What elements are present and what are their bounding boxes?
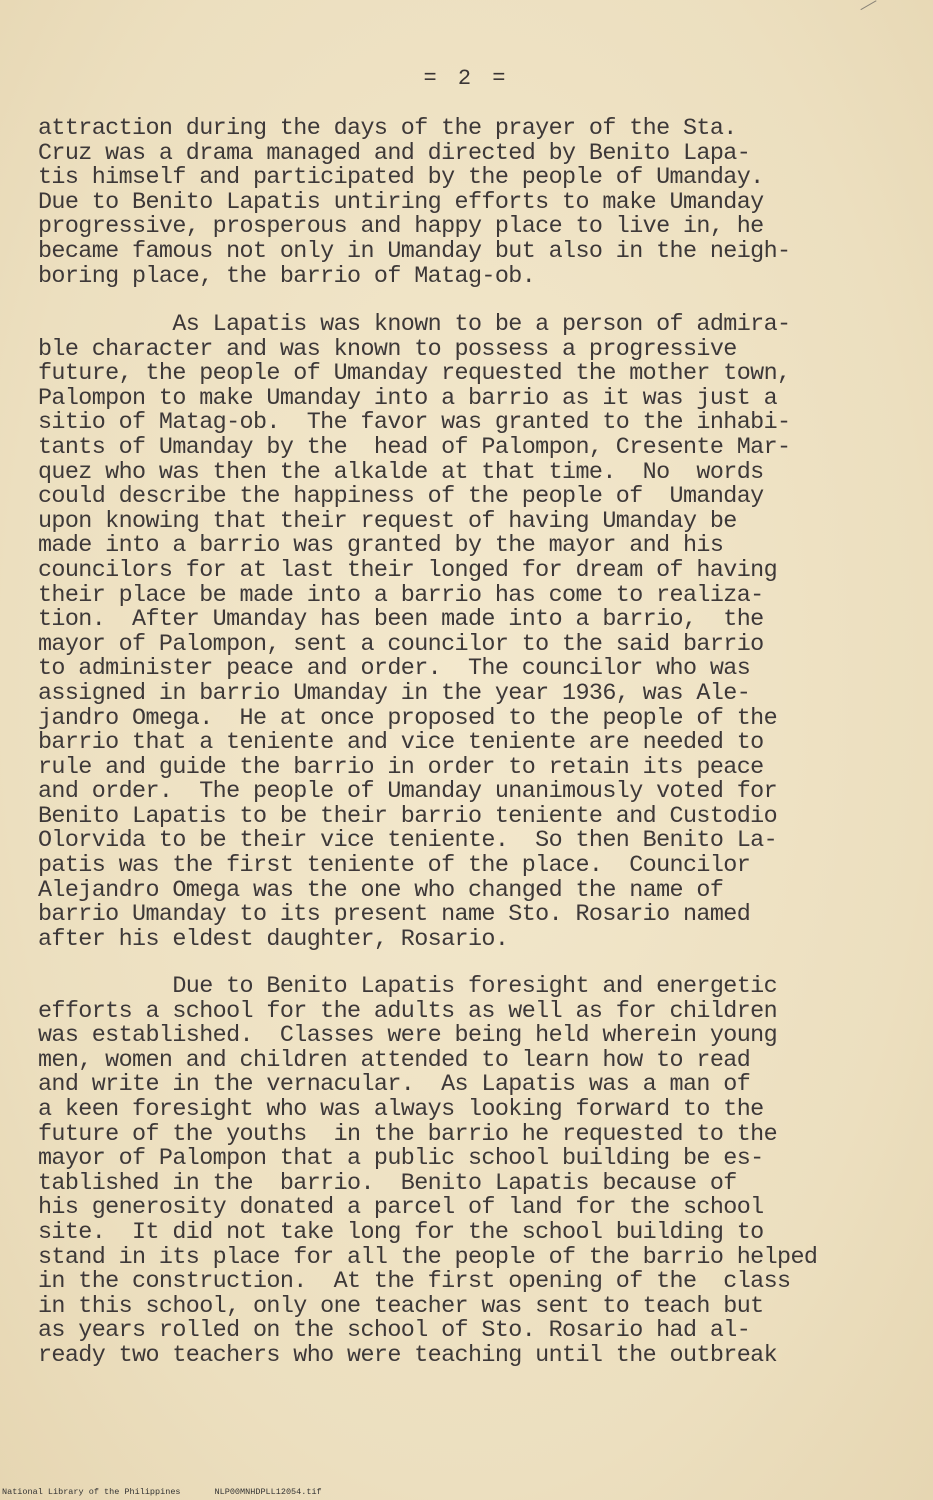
paragraph-3: Due to Benito Lapatis foresight and energetic efforts a school for the adults as well as for children was established. Classes were being held wherein young men, women and children attended to learn how to read and write in the vernacular. As Lapatis was a man of a keen foresight who was always looking forward to the future of the youths in the barrio he requested to the mayor of Palompon that a public school building be es- tablished in the barrio. Benito Lapatis because of his generosity donated a parcel of land for the school site. It did not take long for the school building to stand in its place for all the people of the barrio helped in the construction. At the first opening of the class in this school, only one teacher was sent to teach but as years rolled on the school of Sto. Rosario had al- ready two teachers who were teaching until the outbreak	[38, 974, 818, 1369]
paragraph-2: As Lapatis was known to be a person of admira- ble character and was known to possess a progressive future, the people of Umanday requested the mother town, Palompon to make Umanday into a barrio as it was just a sitio of Matag-ob. The favor was granted to the inhabi- tants of Umanday by the head of Palompon, Cresente Mar- quez who was then the alkalde at that time. No words could describe the happiness of the people of Umanday upon knowing that their request of having Umanday be made into a barrio was granted by the mayor and his councilors for at last their longed for dream of having their place be made into a barrio has come to realiza- tion. After Umanday has been made into a barrio, the mayor of Palompon, sent a councilor to the said barrio to administer peace and order. The councilor who was assigned in barrio Umanday in the year 1936, was Ale- jandro Omega. He at once proposed to the people of the barrio that a teniente and vice teniente are needed to rule and guide the barrio in order to retain its peace and order. The people of Umanday unanimously voted for Benito Lapatis to be their barrio teniente and Custodio Olorvida to be their vice teniente. So then Benito La- patis was the first teniente of the place. Councilor Alejandro Omega was the one who changed the name of barrio Umanday to its present name Sto. Rosario named after his eldest daughter, Rosario.	[38, 312, 791, 953]
scan-footer	[0, 1487, 933, 1497]
paragraph-1: attraction during the days of the prayer of the Sta. Cruz was a drama managed and directed by Benito Lapa- tis himself and participated by the people of Umanday. Due to Benito Lapatis untiring efforts to make Umanday progressive, prosperous and happy place to live in, he became famous not only in Umanday but also in the neigh- boring place, the barrio of Matag-ob.	[38, 116, 791, 290]
pencil-mark	[860, 0, 881, 19]
footer-file-id: NLP00MNHDPLL12054.tif	[214, 1487, 322, 1497]
footer-library: National Library of the Philippines	[2, 1487, 181, 1497]
page-number: = 2 =	[423, 66, 510, 91]
